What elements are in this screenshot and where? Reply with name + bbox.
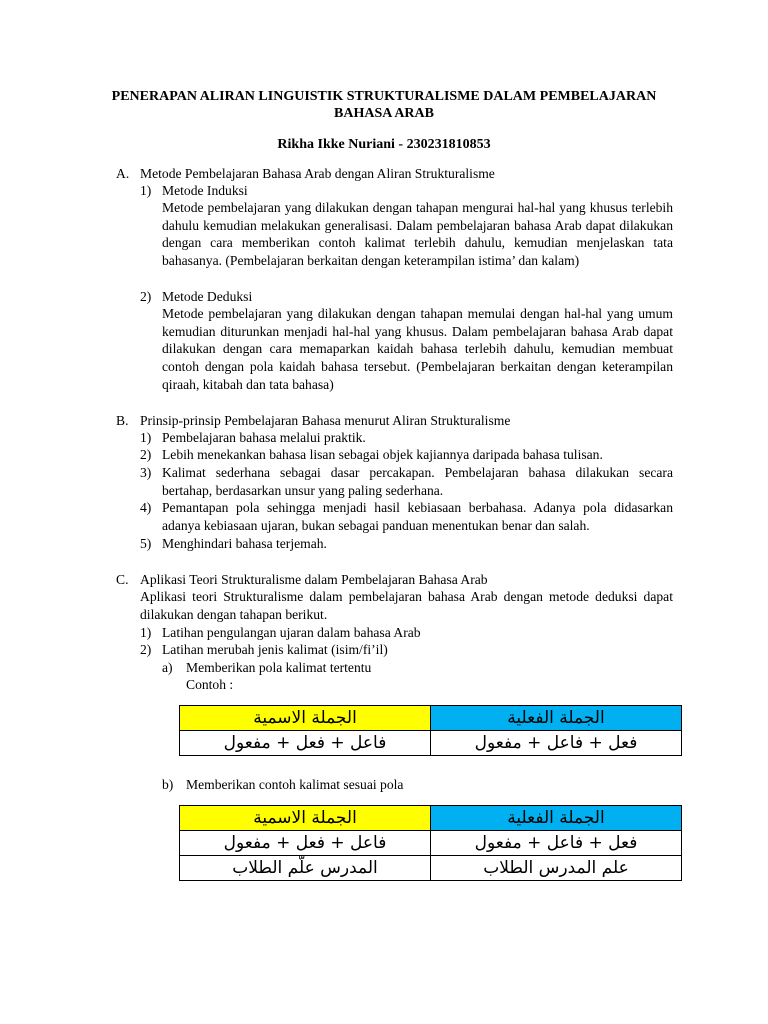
example-ismiyya: المدرس علّم الطلاب [180,856,431,881]
header-jumla-fiiliyya: الجملة الفعلية [431,806,682,831]
section-b-marker: B. [116,413,129,428]
item-a1-body: Metode pembelajaran yang dilakukan dengan tahapan mengurai hal-hal yang khusus terlebih dahulu kemudian melakukan generalisasi. Dalam pembelajaran bahasa Arab dapat dilakukan dengan cara memberikan contoh kalimat terlebih dahulu, kemudian menjelaskan tata bahasanya. (Pembelajaran berkaitan dengan keterampilan istima’ dan kalam) [162,200,673,269]
item-c2-text: Latihan merubah jenis kalimat (isim/fi’il) [162,642,388,657]
item-c2-number: 2) [140,642,152,657]
sub-a-text: Memberikan pola kalimat tertentu [186,660,372,675]
item-a2-number: 2) [140,289,152,304]
pattern-ismiyya: فاعل + فعل + مفعول [180,831,431,856]
section-c-marker: C. [116,572,129,587]
item-b3-number: 3) [140,465,152,480]
item-b2-number: 2) [140,447,152,462]
sub-b-marker: b) [162,777,174,792]
item-b2-text: Lebih menekankan bahasa lisan sebagai objek kajiannya daripada bahasa tulisan. [162,447,603,462]
section-b-heading: Prinsip-prinsip Pembelajaran Bahasa menurut Aliran Strukturalisme [140,413,511,428]
title-line-2: BAHASA ARAB [334,106,434,121]
header-jumla-fiiliyya: الجملة الفعلية [431,706,682,731]
sub-b-text: Memberikan contoh kalimat sesuai pola [186,777,404,792]
sentence-pattern-table [179,705,682,756]
item-c1-number: 1) [140,625,152,640]
section-c-heading: Aplikasi Teori Strukturalisme dalam Pembelajaran Bahasa Arab [140,572,488,587]
author-line: Rikha Ikke Nuriani - 230231810853 [277,137,491,152]
pattern-fiiliyya: فعل + فاعل + مفعول [431,731,682,756]
item-b4-text: Pemantapan pola sehingga menjadi hasil kebiasaan berbahasa. Adanya pola didasarkan adanya kebiasaan ujaran, bukan sebagai panduan menentukan benar dan salah. [162,500,673,533]
sentence-example-table [179,805,682,881]
sub-a-marker: a) [162,660,173,675]
header-jumla-ismiyya: الجملة الاسمية [180,706,431,731]
item-b3-text: Kalimat sederhana sebagai dasar percakapan. Pembelajaran bahasa dilakukan secara bertahap, berdasarkan unsur yang paling sederhana. [162,465,673,498]
item-b1-text: Pembelajaran bahasa melalui praktik. [162,430,366,445]
item-a1-number: 1) [140,183,152,198]
item-b5-number: 5) [140,536,152,551]
section-c-intro: Aplikasi teori Strukturalisme dalam pembelajaran bahasa Arab dengan metode deduksi dapat dilakukan dengan tahapan berikut. [140,589,673,622]
item-c1-text: Latihan pengulangan ujaran dalam bahasa Arab [162,625,421,640]
item-b1-number: 1) [140,430,152,445]
contoh-label: Contoh : [186,677,234,692]
header-jumla-ismiyya: الجملة الاسمية [180,806,431,831]
item-a2-body: Metode pembelajaran yang dilakukan dengan tahapan memulai dengan hal-hal yang umum kemudian diturunkan menjadi hal-hal yang khusus. Dalam pembelajaran bahasa Arab dapat dilakukan dengan cara memaparkan kaidah bahasa terlebih dahulu, kemudian membuat contoh dengan pola kaidah bahasa tersebut. (Pembelajaran berkaitan dengan keterampilan qiraah, kitabah dan tata bahasa) [162,306,673,392]
section-a-marker: A. [116,166,130,181]
section-a-heading: Metode Pembelajaran Bahasa Arab dengan Aliran Strukturalisme [140,166,495,181]
document-title [100,88,668,122]
pattern-fiiliyya: فعل + فاعل + مفعول [431,831,682,856]
example-fiiliyya: علم المدرس الطلاب [431,856,682,881]
item-a2-title: Metode Deduksi [162,289,253,304]
pattern-ismiyya: فاعل + فعل + مفعول [180,731,431,756]
item-a1-title: Metode Induksi [162,183,248,198]
item-b4-number: 4) [140,500,152,515]
item-b5-text: Menghindari bahasa terjemah. [162,536,327,551]
title-line-1: PENERAPAN ALIRAN LINGUISTIK STRUKTURALISME DALAM PEMBELAJARAN [111,89,657,104]
